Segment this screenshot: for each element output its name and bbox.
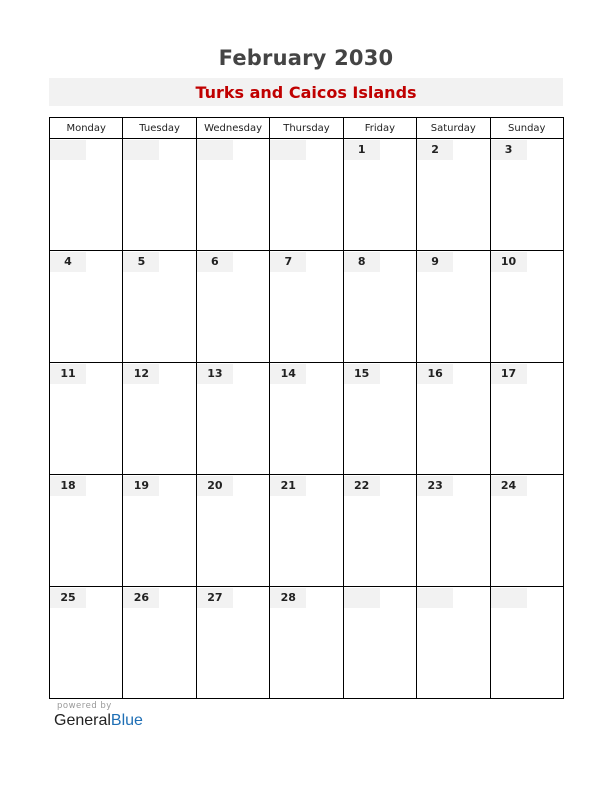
day-cell — [270, 587, 343, 699]
day-cell — [490, 475, 563, 587]
day-number: 6 — [197, 252, 233, 272]
day-number: 17 — [491, 364, 527, 384]
weekday-header-row — [50, 118, 564, 139]
day-number — [344, 588, 380, 608]
day-number: 8 — [344, 252, 380, 272]
day-cell — [50, 475, 123, 587]
calendar-title: February 2030 — [218, 46, 394, 70]
day-number: 11 — [50, 364, 86, 384]
week-row — [50, 139, 564, 251]
day-number: 22 — [344, 476, 380, 496]
day-cell — [50, 587, 123, 699]
day-cell — [123, 251, 196, 363]
weekday-monday: Monday — [50, 118, 123, 139]
powered-by-label: powered by — [57, 701, 112, 711]
day-number — [417, 588, 453, 608]
day-cell — [123, 363, 196, 475]
day-cell — [270, 475, 343, 587]
day-number: 25 — [50, 588, 86, 608]
weekday-saturday: Saturday — [417, 118, 490, 139]
day-number: 24 — [491, 476, 527, 496]
day-cell — [196, 363, 269, 475]
day-cell — [50, 363, 123, 475]
weekday-thursday: Thursday — [270, 118, 343, 139]
day-cell — [417, 251, 490, 363]
day-cell — [343, 475, 416, 587]
day-cell — [417, 475, 490, 587]
day-number: 4 — [50, 252, 86, 272]
day-number — [197, 140, 233, 160]
day-cell — [270, 251, 343, 363]
day-number: 20 — [197, 476, 233, 496]
day-cell — [270, 139, 343, 251]
day-cell — [417, 363, 490, 475]
day-cell — [196, 251, 269, 363]
day-number — [123, 140, 159, 160]
day-number: 16 — [417, 364, 453, 384]
day-cell — [196, 139, 269, 251]
day-cell — [343, 251, 416, 363]
day-cell — [490, 251, 563, 363]
region-name: Turks and Caicos Islands — [195, 83, 417, 102]
region-banner — [49, 78, 563, 106]
day-cell — [50, 139, 123, 251]
day-number — [50, 140, 86, 160]
day-cell — [417, 587, 490, 699]
weekday-friday: Friday — [343, 118, 416, 139]
week-row — [50, 475, 564, 587]
day-number: 23 — [417, 476, 453, 496]
day-number: 28 — [270, 588, 306, 608]
day-number: 3 — [491, 140, 527, 160]
calendar-grid — [49, 117, 564, 699]
weekday-sunday: Sunday — [490, 118, 563, 139]
week-row — [50, 363, 564, 475]
weekday-tuesday: Tuesday — [123, 118, 196, 139]
day-number: 27 — [197, 588, 233, 608]
day-number: 26 — [123, 588, 159, 608]
day-cell — [490, 363, 563, 475]
day-number: 15 — [344, 364, 380, 384]
day-cell — [196, 587, 269, 699]
day-number: 13 — [197, 364, 233, 384]
week-row — [50, 251, 564, 363]
day-number: 14 — [270, 364, 306, 384]
day-cell — [123, 587, 196, 699]
day-cell — [343, 139, 416, 251]
day-cell — [123, 139, 196, 251]
generalblue-logo[interactable] — [54, 712, 143, 730]
day-number: 2 — [417, 140, 453, 160]
day-number — [491, 588, 527, 608]
day-cell — [196, 475, 269, 587]
day-number: 5 — [123, 252, 159, 272]
week-row — [50, 587, 564, 699]
day-number: 1 — [344, 140, 380, 160]
brand-blue: Blue — [110, 712, 143, 729]
day-cell — [417, 139, 490, 251]
day-number — [270, 140, 306, 160]
brand-general: General — [54, 712, 111, 729]
day-number: 7 — [270, 252, 306, 272]
day-number: 9 — [417, 252, 453, 272]
day-cell — [123, 475, 196, 587]
day-number: 10 — [491, 252, 527, 272]
day-cell — [490, 139, 563, 251]
day-cell — [490, 587, 563, 699]
day-cell — [343, 587, 416, 699]
day-cell — [50, 251, 123, 363]
day-number: 12 — [123, 364, 159, 384]
day-cell — [343, 363, 416, 475]
day-number: 19 — [123, 476, 159, 496]
weekday-wednesday: Wednesday — [196, 118, 269, 139]
day-number: 21 — [270, 476, 306, 496]
day-number: 18 — [50, 476, 86, 496]
day-cell — [270, 363, 343, 475]
